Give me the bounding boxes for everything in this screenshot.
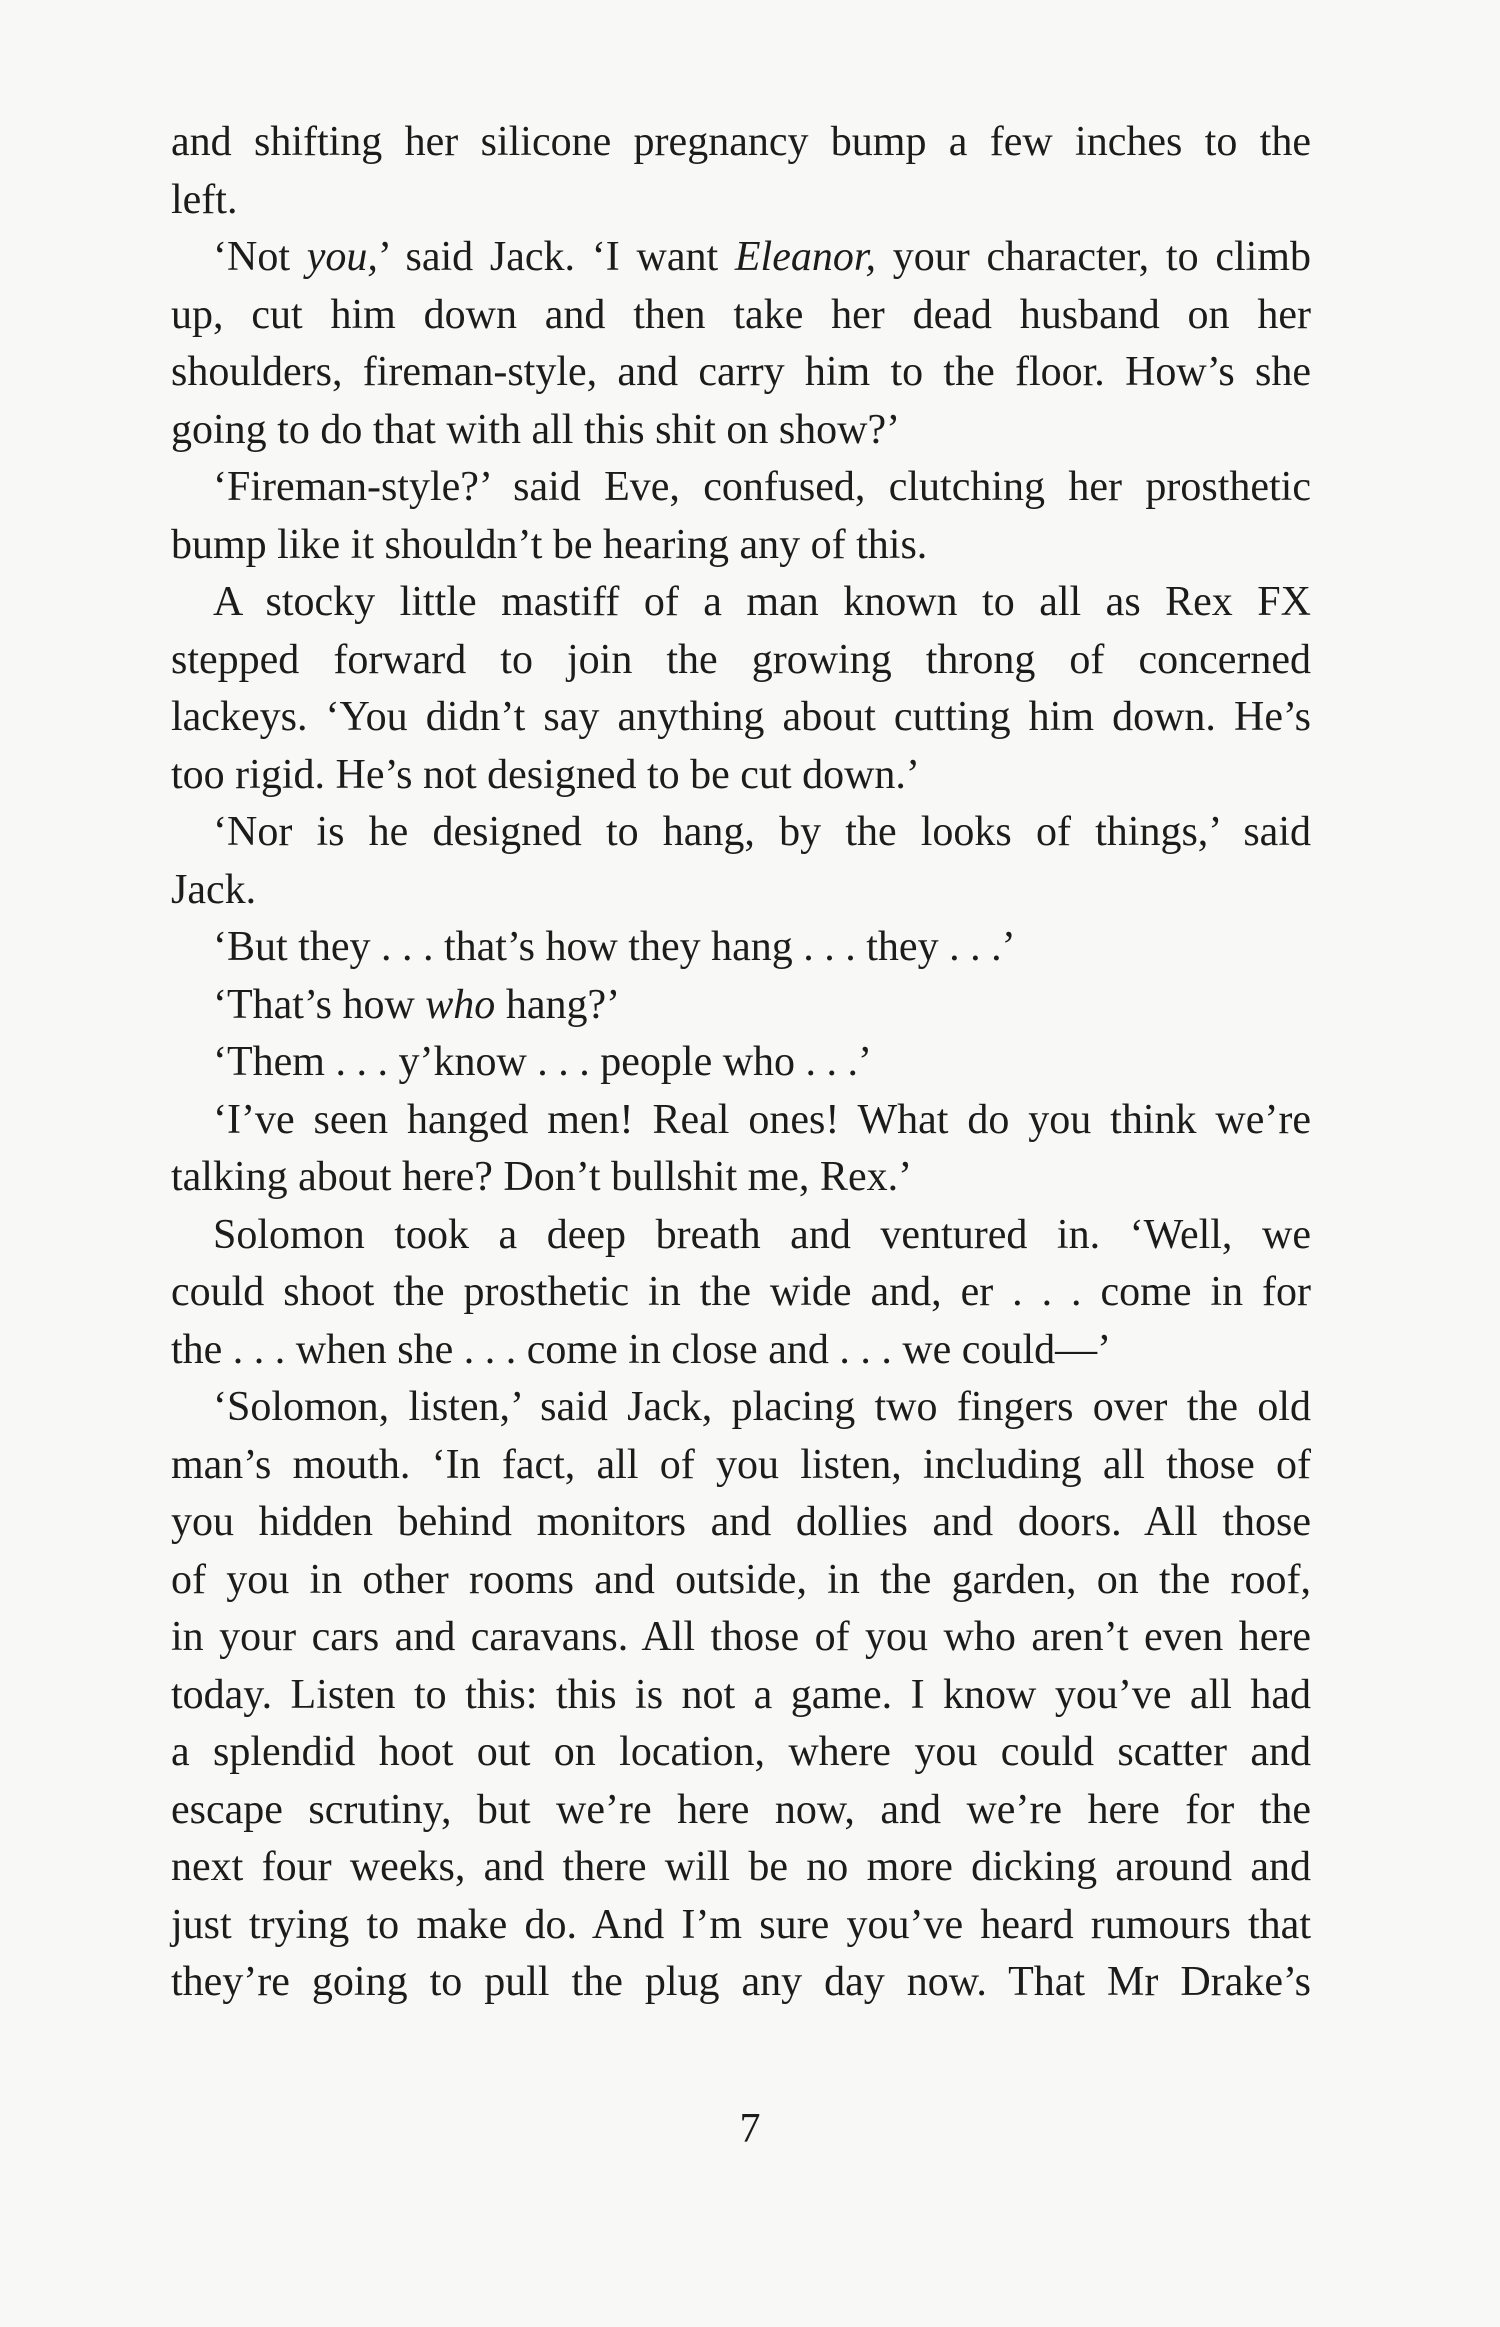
text-segment: A stocky little mastiff of a man known to all as Rex FX: [213, 579, 1311, 625]
text-line: [171, 1264, 1311, 1322]
text-segment: your character, to climb: [876, 234, 1311, 280]
text-segment: ’ said Jack. ‘I want: [377, 234, 735, 280]
text-line: [171, 1494, 1311, 1552]
text-segment: ‘Nor is he designed to hang, by the looks of things,’ said: [213, 809, 1311, 855]
text-line: [171, 229, 1311, 287]
text-segment: ‘I’ve seen hanged men! Real ones! What do you think we’re: [213, 1096, 1311, 1143]
text-segment: too rigid. He’s not designed to be cut down.’: [171, 751, 920, 798]
italic-text: you,: [306, 234, 378, 280]
text-segment: lackeys. ‘You didn’t say anything about cutting him down. He’s: [171, 694, 1311, 740]
text-line: [171, 287, 1311, 345]
text-segment: bump like it shouldn’t be hearing any of this.: [171, 521, 928, 568]
text-segment: in your cars and caravans. All those of you who aren’t even here: [171, 1614, 1311, 1660]
text-line: [171, 114, 1311, 172]
text-segment: ‘That’s how: [213, 981, 426, 1028]
text-segment: shoulders, fireman-style, and carry him to the floor. How’s she: [171, 349, 1311, 395]
text-segment: going to do that with all this shit on show?’: [171, 406, 901, 453]
text-line: [171, 517, 1311, 575]
text-segment: the . . . when she . . . come in close and . . . we could—’: [171, 1326, 1112, 1373]
text-line: [171, 1034, 1311, 1092]
text-line: [171, 574, 1311, 632]
text-line: [171, 1379, 1311, 1437]
text-segment: ‘Them . . . y’know . . . people who . . .’: [213, 1039, 873, 1085]
text-segment: and shifting her silicone pregnancy bump a few inches to the: [171, 119, 1311, 165]
text-segment: left.: [171, 176, 238, 223]
text-segment: just trying to make do. And I’m sure you’ve heard rumours that: [171, 1901, 1311, 1948]
text-line: [171, 919, 1311, 977]
text-segment: Solomon took a deep breath and ventured in. ‘Well, we: [213, 1211, 1311, 1258]
text-line: [171, 344, 1311, 402]
text-line: [171, 977, 1311, 1035]
text-line: [171, 172, 1311, 230]
text-segment: ‘Not: [213, 234, 307, 280]
text-line: [171, 1724, 1311, 1782]
text-segment: hang?’: [495, 981, 621, 1028]
text-segment: ‘But they . . . that’s how they hang . . . they . . .’: [213, 924, 1016, 970]
text-segment: talking about here? Don’t bullshit me, Rex.’: [171, 1154, 913, 1200]
text-segment: escape scrutiny, but we’re here now, and we’re here for the: [171, 1786, 1311, 1833]
text-line: [171, 1092, 1311, 1150]
text-line: [171, 1437, 1311, 1495]
text-line: [171, 1839, 1311, 1897]
text-segment: ‘Solomon, listen,’ said Jack, placing two fingers over the old: [213, 1384, 1311, 1430]
page-number: 7: [739, 2106, 761, 2152]
text-line: [171, 459, 1311, 517]
text-segment: today. Listen to this: this is not a game. I know you’ve all had: [171, 1671, 1311, 1718]
text-segment: stepped forward to join the growing throng of concerned: [171, 636, 1311, 683]
text-segment: of you in other rooms and outside, in the garden, on the roof,: [171, 1556, 1311, 1603]
text-segment: Jack.: [171, 866, 257, 913]
italic-text: who: [425, 981, 496, 1028]
text-segment: man’s mouth. ‘In fact, all of you listen, including all those of: [171, 1441, 1311, 1488]
text-line: [171, 1954, 1311, 2012]
italic-text: Eleanor,: [734, 234, 877, 280]
text-segment: up, cut him down and then take her dead husband on her: [171, 291, 1311, 338]
text-line: [171, 632, 1311, 690]
text-line: [171, 804, 1311, 862]
text-line: [171, 1149, 1311, 1207]
text-line: [171, 1552, 1311, 1610]
text-segment: next four weeks, and there will be no more dicking around and: [171, 1844, 1311, 1890]
text-line: [171, 1322, 1311, 1380]
text-line: [171, 1782, 1311, 1840]
body-text: [171, 114, 1311, 2012]
text-line: [171, 1609, 1311, 1667]
text-line: [171, 689, 1311, 747]
text-line: [171, 1667, 1311, 1725]
text-segment: they’re going to pull the plug any day now. That Mr Drake’s: [171, 1959, 1311, 2005]
text-line: [171, 747, 1311, 805]
text-segment: ‘Fireman-style?’ said Eve, confused, clutching her prosthetic: [213, 464, 1311, 510]
text-line: [171, 1897, 1311, 1955]
text-line: [171, 862, 1311, 920]
text-segment: a splendid hoot out on location, where you could scatter and: [171, 1729, 1311, 1775]
text-segment: could shoot the prosthetic in the wide and, er . . . come in for: [171, 1269, 1311, 1315]
text-segment: you hidden behind monitors and dollies and doors. All those: [171, 1499, 1311, 1545]
text-line: [171, 402, 1311, 460]
text-line: [171, 1207, 1311, 1265]
